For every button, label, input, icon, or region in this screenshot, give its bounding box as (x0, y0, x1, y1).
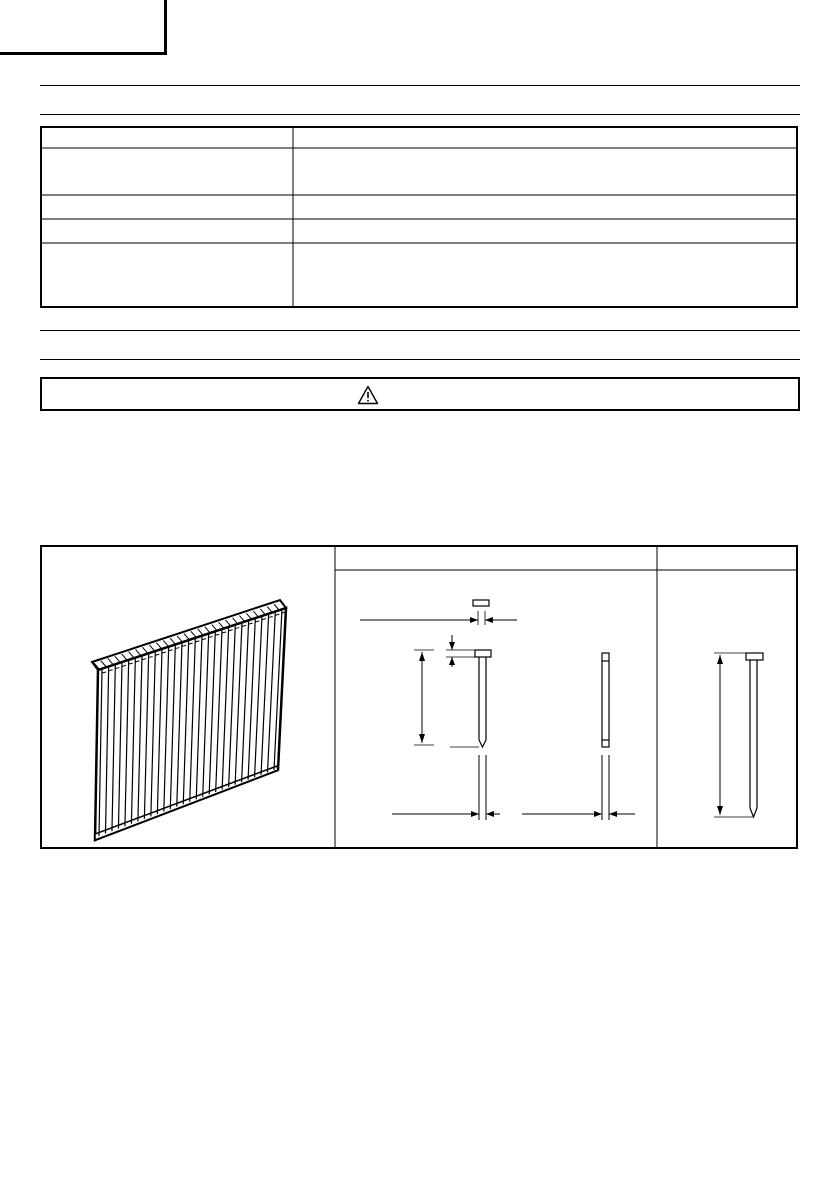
nail-dimension-diagram (352, 595, 647, 825)
heading-rule-bottom (40, 359, 800, 360)
spec-table (40, 126, 798, 308)
heading-rule-bottom (40, 114, 800, 115)
nail-length-diagram (700, 645, 780, 825)
heading-rule-top (40, 330, 800, 331)
section-tab (0, 0, 167, 55)
warning-box (40, 377, 800, 411)
spec-table-grid (42, 128, 796, 306)
heading-rule-top (40, 85, 800, 86)
warning-triangle-icon (357, 385, 379, 405)
nail-strip-illustration (80, 590, 295, 846)
